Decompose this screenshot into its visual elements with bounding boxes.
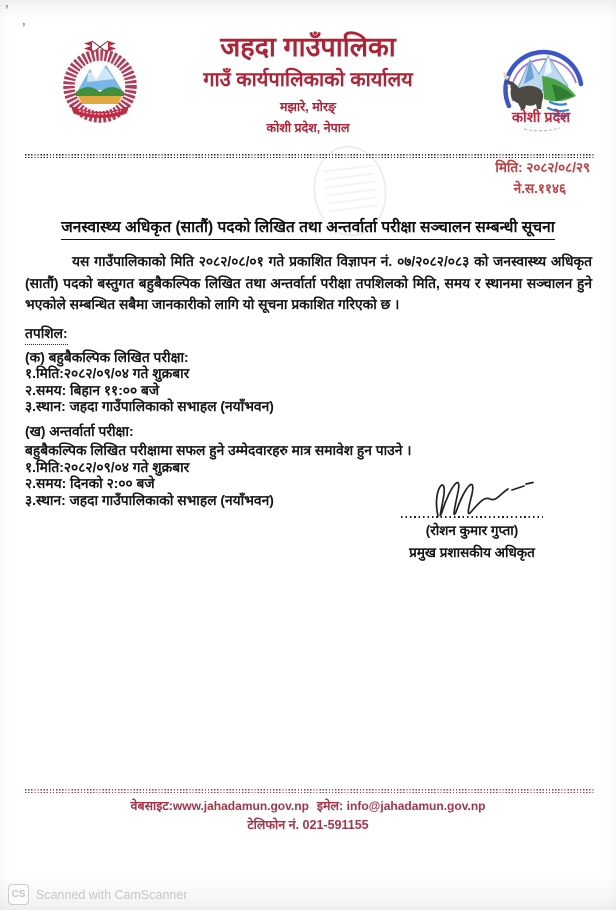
header-separator — [25, 154, 594, 158]
section-a-heading: (क) बहुबैकल्पिक लिखित परीक्षा: — [25, 349, 189, 365]
signatory-designation: प्रमुख प्रशासकीय अधिकृत — [409, 545, 535, 560]
scan-artifact: ’ — [22, 20, 26, 35]
koshi-pradesh-logo-icon — [492, 34, 592, 138]
signatory-name: (रोशन कुमार गुप्ता) — [425, 523, 519, 538]
office-name: गाउँ कार्यपालिकाको कार्यालय — [203, 69, 413, 92]
signature-block — [372, 470, 572, 561]
notice-title: जनस्वास्थ्य अधिकृत (सातौं) पदको लिखित तथा अन्तर्वार्ता परीक्षा सञ्चालन सम्बन्धी सूचना — [0, 215, 616, 237]
municipality-name: जहदा गाउँपालिका — [220, 32, 396, 62]
section-b-heading: (ख) अन्तर्वार्ता परीक्षा: — [25, 423, 134, 439]
reference-number: ने.स.११४६ — [513, 180, 566, 196]
date-block — [495, 161, 590, 197]
notice-body: यस गाउँपालिकाको मिति २०८२/०८/०१ गते प्रकाशित विज्ञापन नं. ०७/२०८२/०८३ को जनस्वास्थ्य अधिकृत (सातौं) पदको बस्तुगत बहुबैकल्पिक लिखित तथा अन्तर्वार्ता परीक्षा तपशिलको मिति, समय र स्थानमा सञ्चालन हुने भएकोले सम्बन्धित सबैमा जानकारीको लागि यो सूचना प्रकाशित गरिएको छ । — [25, 254, 592, 312]
section-b-item-date: १.मिति:२०८२/०९/०४ गते शुक्रबार — [25, 459, 190, 475]
camscanner-watermark — [8, 884, 187, 905]
section-a-item-place: ३.स्थान: जहदा गाउँपालिकाको सभाहल (नयाँभवन) — [25, 399, 274, 414]
section-b-note: बहुबैकल्पिक लिखित परीक्षामा सफल हुने उम्मेदवारहरु मात्र समावेश हुन पाउने । — [25, 443, 412, 458]
handwritten-signature — [424, 470, 542, 522]
section-a-item-date: १.मिति:२०८२/०९/०४ गते शुक्रबार — [25, 366, 190, 381]
province-line: कोशी प्रदेश, नेपाल — [266, 121, 350, 136]
koshi-logo-text: कोशी प्रदेश — [511, 110, 571, 126]
nepal-government-emblem-icon — [62, 38, 138, 126]
website-url: www.jahadamun.gov.np — [172, 799, 309, 813]
email-label: इमेल: — [316, 799, 344, 813]
camscanner-icon: CS — [8, 884, 29, 905]
section-a-item-time: २.समय: बिहान ११:०० बजे — [25, 382, 160, 398]
section-b-item-place: ३.स्थान: जहदा गाउँपालिकाको सभाहल (नयाँभवन) — [25, 492, 274, 508]
details-label: तपशिल: — [25, 326, 68, 345]
website-label: वेबसाइट: — [130, 799, 173, 813]
camscanner-text: Scanned with CamScanner — [36, 887, 188, 902]
issue-date: मिति: २०८२/०८/२९ — [495, 160, 590, 175]
footer-contact-line — [0, 797, 616, 814]
letterhead — [150, 32, 466, 136]
footer-separator — [25, 789, 594, 793]
footer-phone: टेलिफोन नं. 021-591155 — [247, 818, 369, 832]
office-address: मझारे, मोरङ् — [279, 100, 336, 115]
email-address: info@jahadamun.gov.np — [346, 799, 486, 813]
section-b-item-time: २.समय: दिनको २:०० बजे — [25, 476, 155, 491]
scan-artifact: ’ — [5, 2, 9, 17]
